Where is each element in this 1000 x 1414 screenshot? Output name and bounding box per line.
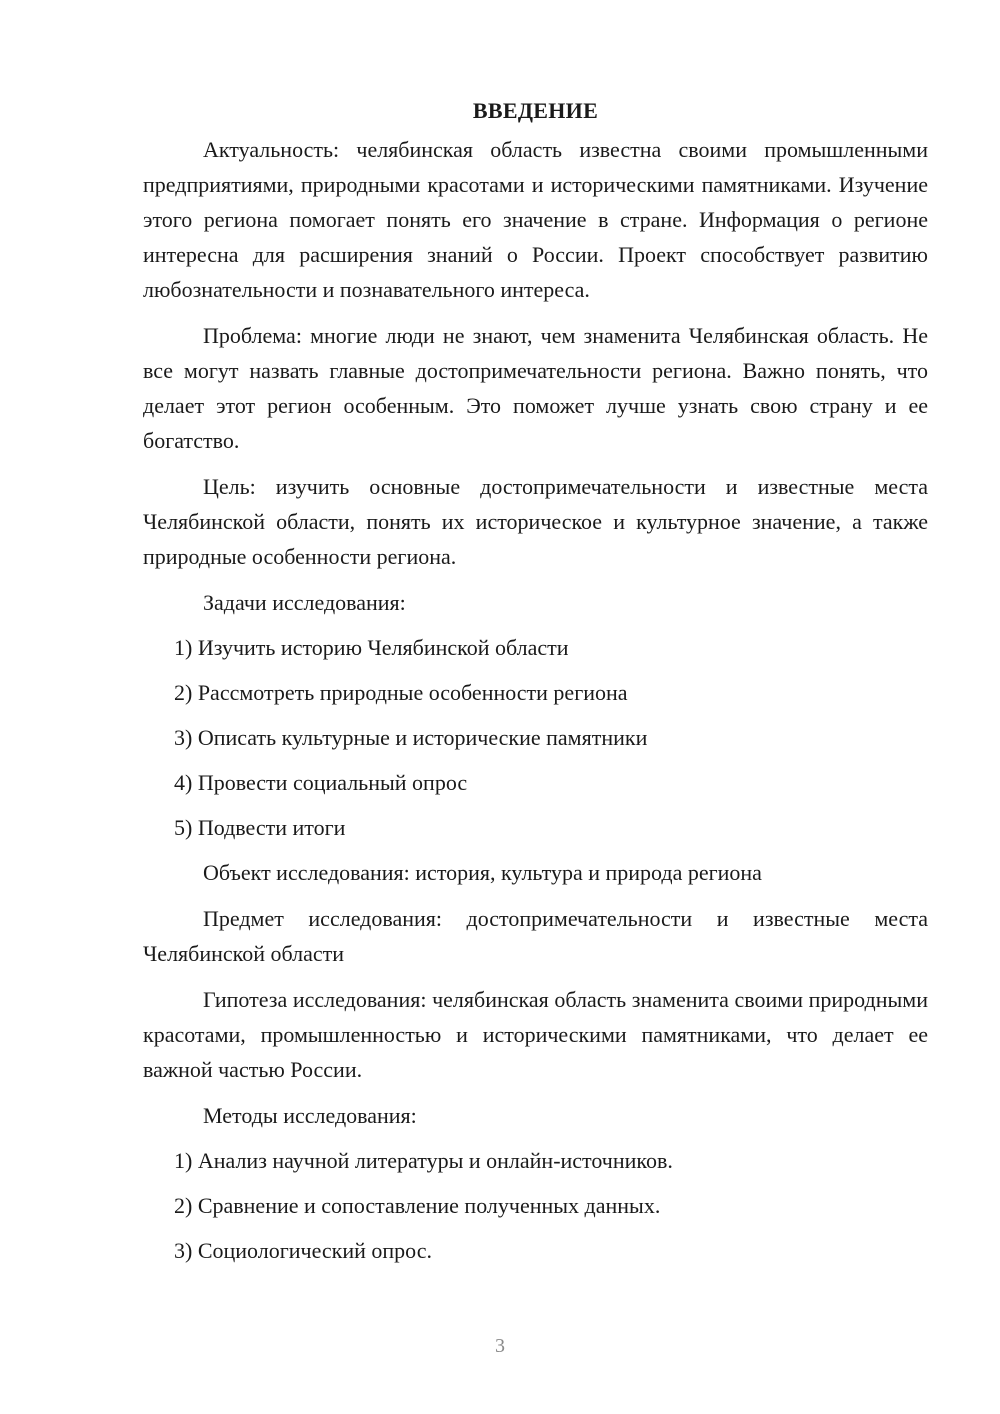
task-item: 5) Подвести итоги <box>174 815 346 840</box>
methods-title: Методы исследования: <box>203 1103 417 1128</box>
method-item: 2) Сравнение и сопоставление полученных данных. <box>174 1193 661 1218</box>
section-heading: ВВЕДЕНИЕ <box>472 98 599 123</box>
page-content <box>143 93 928 1278</box>
method-item: 3) Социологический опрос. <box>174 1238 432 1263</box>
hypothesis-paragraph: Гипотеза исследования: челябинская область знаменита своими природными красотами, промышленностью и историческими памятниками, что делает ее важной частью России. <box>143 987 928 1082</box>
task-item: 4) Провести социальный опрос <box>174 770 468 795</box>
page-number: 3 <box>495 1335 505 1357</box>
object-paragraph: Объект исследования: история, культура и природа региона <box>203 860 762 885</box>
task-item: 2) Рассмотреть природные особенности региона <box>174 680 628 705</box>
task-item: 1) Изучить историю Челябинской области <box>174 635 569 660</box>
relevance-paragraph: Актуальность: челябинская область известна своими промышленными предприятиями, природными красотами и историческими памятниками. Изучение этого региона помогает понять его значение в стране. Информация о регионе интересна для расширения знаний о России. Проект способствует развитию любознательности и познавательного интереса. <box>143 137 928 302</box>
tasks-title: Задачи исследования: <box>203 590 406 615</box>
task-item: 3) Описать культурные и исторические памятники <box>174 725 648 750</box>
problem-paragraph: Проблема: многие люди не знают, чем знаменита Челябинская область. Не все могут назвать главные достопримечательности региона. Важно понять, что делает этот регион особенным. Это поможет лучше узнать свою страну и ее богатство. <box>143 323 928 453</box>
method-item: 1) Анализ научной литературы и онлайн-источников. <box>174 1148 673 1173</box>
subject-paragraph: Предмет исследования: достопримечательности и известные места Челябинской области <box>143 906 928 966</box>
goal-paragraph: Цель: изучить основные достопримечательности и известные места Челябинской области, понять их историческое и культурное значение, а также природные особенности региона. <box>143 474 928 569</box>
